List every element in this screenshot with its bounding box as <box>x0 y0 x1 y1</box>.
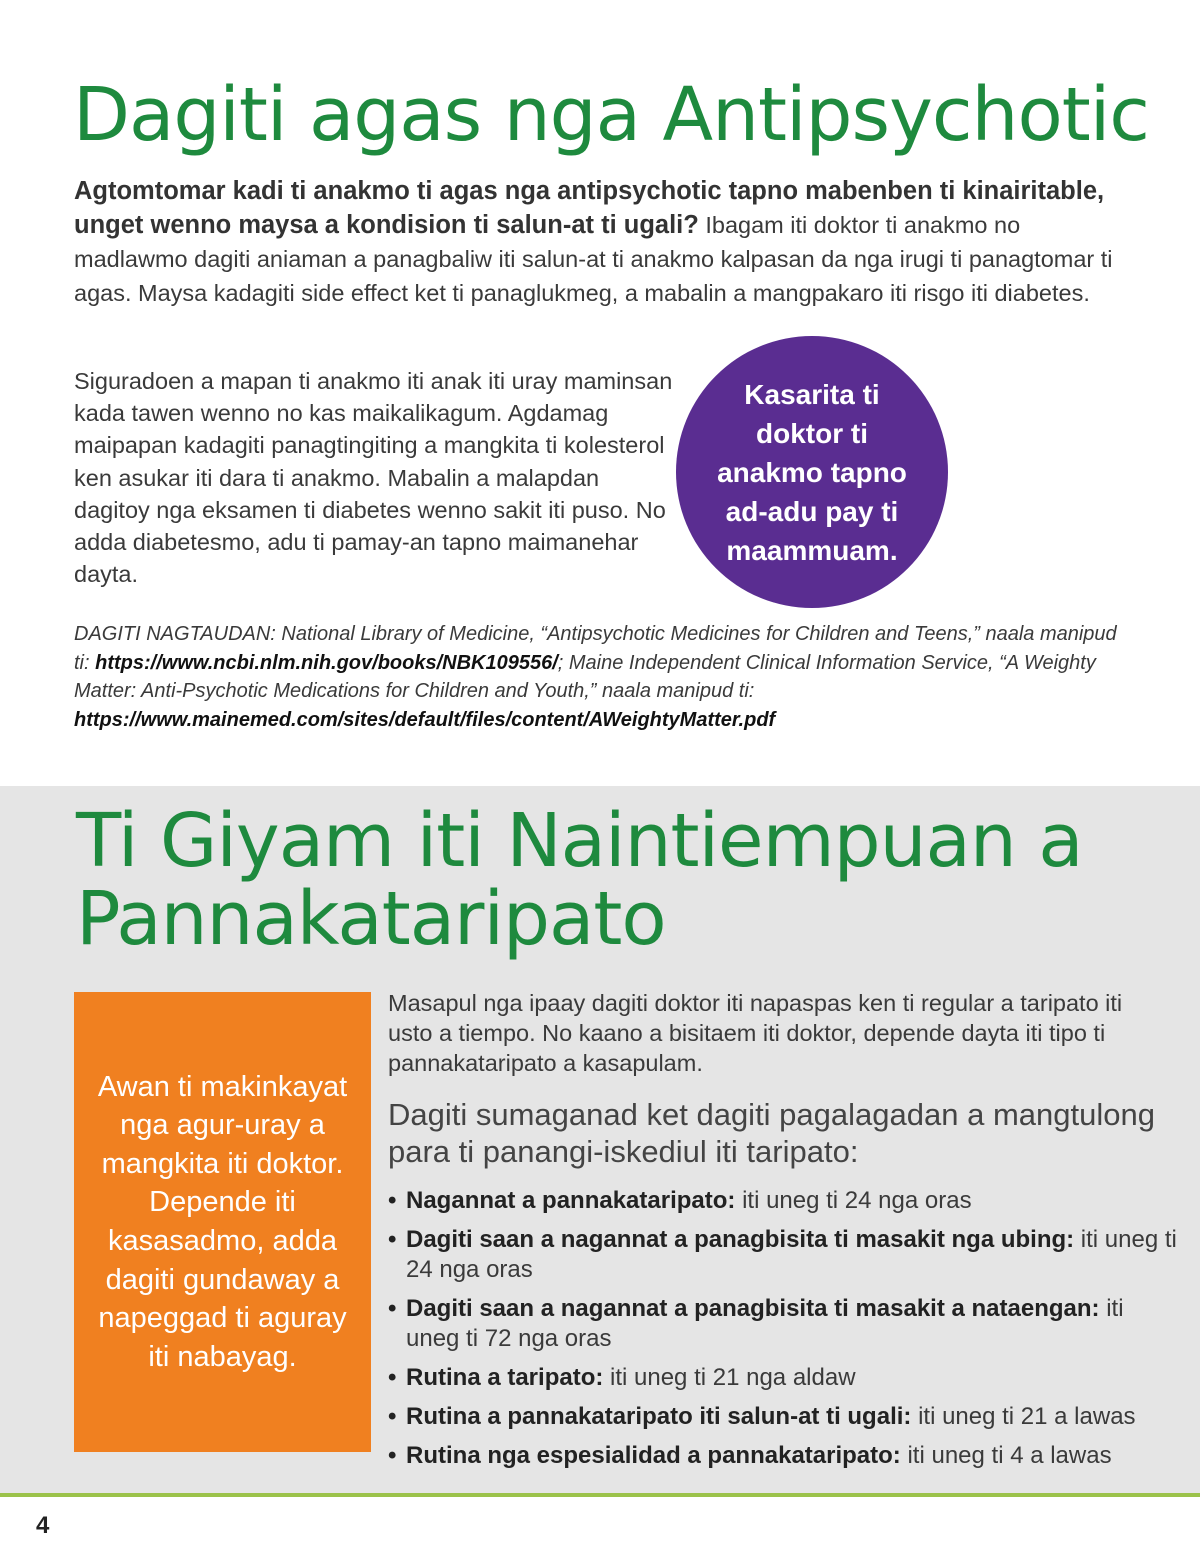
scheduling-guidelines-heading: Dagiti sumaganad ket dagiti pagalagadan a mangtulong para ti panangi-iskediul iti taripato: <box>388 1097 1155 1169</box>
bullet-icon: • <box>388 1226 397 1253</box>
doctor-callout-text: Kasarita ti doktor ti anakmo tapno ad-adu pay ti maammuam. <box>717 378 907 566</box>
list-item-sick-adult-visit: • Dagiti saan a nagannat a panagbisita ti masakit a nataengan: iti uneg ti 72 nga oras <box>388 1295 1124 1352</box>
timely-care-intro: Masapul nga ipaay dagiti doktor iti napaspas ken ti regular a taripato iti usto a tiempo. No kaano a bisitaem iti doktor, depende dayta iti tipo ti pannakataripato a kasapulam. <box>388 990 1123 1076</box>
list-item-routine-care: • Rutina a taripato: iti uneg ti 21 nga aldaw <box>388 1364 856 1391</box>
page-number: 4 <box>36 1512 50 1539</box>
sources-citation <box>74 620 1134 734</box>
bullet-icon: • <box>388 1364 397 1391</box>
waiting-callout-text: Awan ti makinkayat nga agur-uray a mangkita iti doktor. Depende iti kasasadmo, adda dagiti gundaway a napeggad ti aguray iti nabayag. <box>97 1070 348 1373</box>
waiting-callout-box <box>74 992 371 1452</box>
sources-text-1: DAGITI NAGTAUDAN: National Library of Medicine, “Antipsychotic Medicines for Children and Teens,” naala manipud ti: <box>74 623 1117 674</box>
checkup-paragraph: Siguradoen a mapan ti anakmo iti anak iti uray maminsan kada tawen wenno no kas maikalikagum. Agdamag maipapan kadagiti panagtingiting a mangkita ti kolesterol ken asukar iti dara ti anakmo. Mabalin a malapdan dagitoy nga eksamen ti diabetes wenno sakit iti puso. No adda diabetesmo, adu ti pamay-an tapno maimanehar dayta. <box>74 368 673 588</box>
ncbi-link[interactable]: https://www.ncbi.nlm.nih.gov/books/NBK109556/ <box>95 651 558 674</box>
sources-text-2: ; Maine Independent Clinical Information Service, “A Weighty Matter: Anti-Psychotic Medications for Children and Youth,” naala manipud ti: <box>74 651 1096 702</box>
intro-lead-question: Agtomtomar kadi ti anakmo ti agas nga antipsychotic tapno mabenben ti kinairitable, unget wenno maysa a kondision ti salun-at ti ugali? <box>74 177 1105 239</box>
mainemed-link[interactable]: https://www.mainemed.com/sites/default/files/content/AWeightyMatter.pdf <box>74 708 776 731</box>
bullet-icon: • <box>388 1403 397 1430</box>
list-item-sick-child-visit: • Dagiti saan a nagannat a panagbisita ti masakit nga ubing: iti uneg ti 24 nga oras <box>388 1226 1177 1283</box>
section-title-antipsychotic: Dagiti agas nga Antipsychotic <box>73 72 1149 158</box>
bullet-icon: • <box>388 1295 397 1322</box>
intro-paragraph <box>74 174 1134 310</box>
bullet-icon: • <box>388 1187 397 1214</box>
bullet-icon: • <box>388 1442 397 1469</box>
list-item-routine-behavioral-care: • Rutina a pannakataripato iti salun-at ti ugali: iti uneg ti 21 a lawas <box>388 1403 1136 1430</box>
footer-divider <box>0 1493 1200 1497</box>
intro-body-text: Ibagam iti doktor ti anakmo no madlawmo dagiti aniaman a panagbaliw iti salun-at ti anakmo kalpasan da nga irugi ti panagtomar ti agas. Maysa kadagiti side effect ket ti panaglukmeg, a mabalin a mangpakaro iti risgo iti diabetes. <box>74 212 1113 306</box>
list-item-routine-specialty-care: • Rutina nga espesialidad a pannakataripato: iti uneg ti 4 a lawas <box>388 1442 1112 1469</box>
doctor-callout-circle <box>676 336 948 608</box>
care-timeline-list <box>388 1186 1178 1480</box>
list-item-urgent-care: • Nagannat a pannakataripato: iti uneg ti 24 nga oras <box>388 1187 972 1214</box>
section-title-timely-care: Ti Giyam iti Naintiempuan a Pannakataripato <box>76 798 1083 962</box>
